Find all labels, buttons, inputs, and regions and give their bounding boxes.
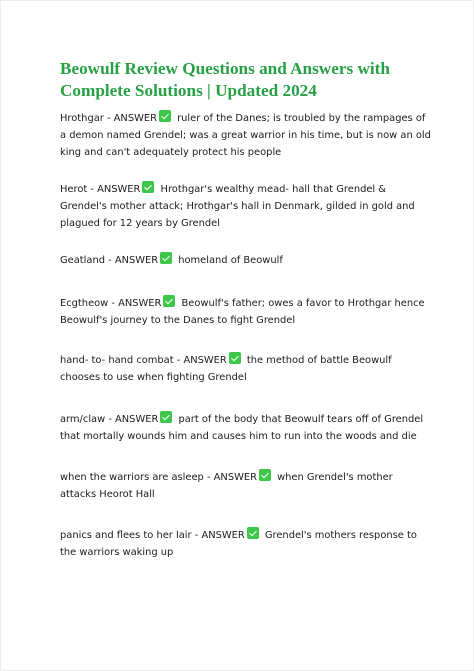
entry-answer: the method of battle Beowulf chooses to use when fighting Grendel [60,355,392,383]
entry-term: hand- to- hand combat [60,355,174,366]
qa-entry-panics-and-flees: panics and flees to her lair - ANSWER Grendel's mothers response to the warriors waking up [60,527,432,561]
entry-answer: homeland of Beowulf [178,255,283,266]
checkmark-icon [163,295,175,307]
qa-entry-herot: Herot - ANSWER Hrothgar's wealthy mead- hall that Grendel & Grendel's mother attack; Hrothgar's hall in Denmark, gilded in gold and plagued for 12 years by Grendel [60,181,432,232]
entry-answer: when Grendel's mother attacks Heorot Hall [60,472,393,500]
checkmark-icon [247,527,259,539]
document-title: Beowulf Review Questions and Answers with Complete Solutions | Updated 2024 [60,59,390,100]
entry-term: Geatland [60,255,105,266]
entry-answer: Hrothgar's wealthy mead- hall that Grendel & Grendel's mother attack; Hrothgar's hall in Denmark, gilded in gold and plagued for 12 years by Grendel [60,184,415,229]
answer-label: ANSWER [118,298,162,309]
answer-label: ANSWER [213,472,257,483]
entry-answer: part of the body that Beowulf tears off of Grendel that mortally wounds him and causes him to run into the woods and die [60,414,424,442]
checkmark-icon [160,252,172,264]
qa-entry-hrothgar: Hrothgar - ANSWER ruler of the Danes; is troubled by the rampages of a demon named Grendel; was a great warrior in his time, but is now an old king and can't adequately protect his people [60,110,432,161]
qa-entry-hand-to-hand-combat: hand- to- hand combat - ANSWER the method of battle Beowulf chooses to use when fighting Grendel [60,352,432,386]
entry-term: arm/claw [60,414,106,425]
checkmark-icon [142,181,154,193]
answer-label: ANSWER [113,113,157,124]
checkmark-icon [229,352,241,364]
entry-term: panics and flees to her lair [60,530,192,541]
checkmark-icon [160,411,172,423]
entry-answer: Grendel's mothers response to the warriors waking up [60,530,417,558]
entry-answer: ruler of the Danes; is troubled by the rampages of a demon named Grendel; was a great warrior in his time, but is now an old king and can't adequately protect his people [60,113,431,158]
entry-term: Hrothgar [60,113,104,124]
answer-label: ANSWER [97,184,141,195]
entry-answer: Beowulf's father; owes a favor to Hrothgar hence Beowulf's journey to the Danes to fight Grendel [60,298,425,326]
qa-entry-arm-claw: arm/claw - ANSWER part of the body that Beowulf tears off of Grendel that mortally wounds him and causes him to run into the woods and die [60,411,432,445]
qa-entry-warriors-asleep: when the warriors are asleep - ANSWER when Grendel's mother attacks Heorot Hall [60,469,432,503]
entry-term: Herot [60,184,88,195]
entry-term: Ecgtheow [60,298,109,309]
entry-term: when the warriors are asleep [60,472,204,483]
answer-label: ANSWER [201,530,245,541]
answer-label: ANSWER [115,414,159,425]
qa-entry-geatland: Geatland - ANSWER homeland of Beowulf [60,252,432,269]
answer-label: ANSWER [183,355,227,366]
answer-label: ANSWER [114,255,159,266]
checkmark-icon [259,469,271,481]
checkmark-icon [159,110,171,122]
qa-entry-ecgtheow: Ecgtheow - ANSWER Beowulf's father; owes a favor to Hrothgar hence Beowulf's journey to the Danes to fight Grendel [60,295,432,329]
